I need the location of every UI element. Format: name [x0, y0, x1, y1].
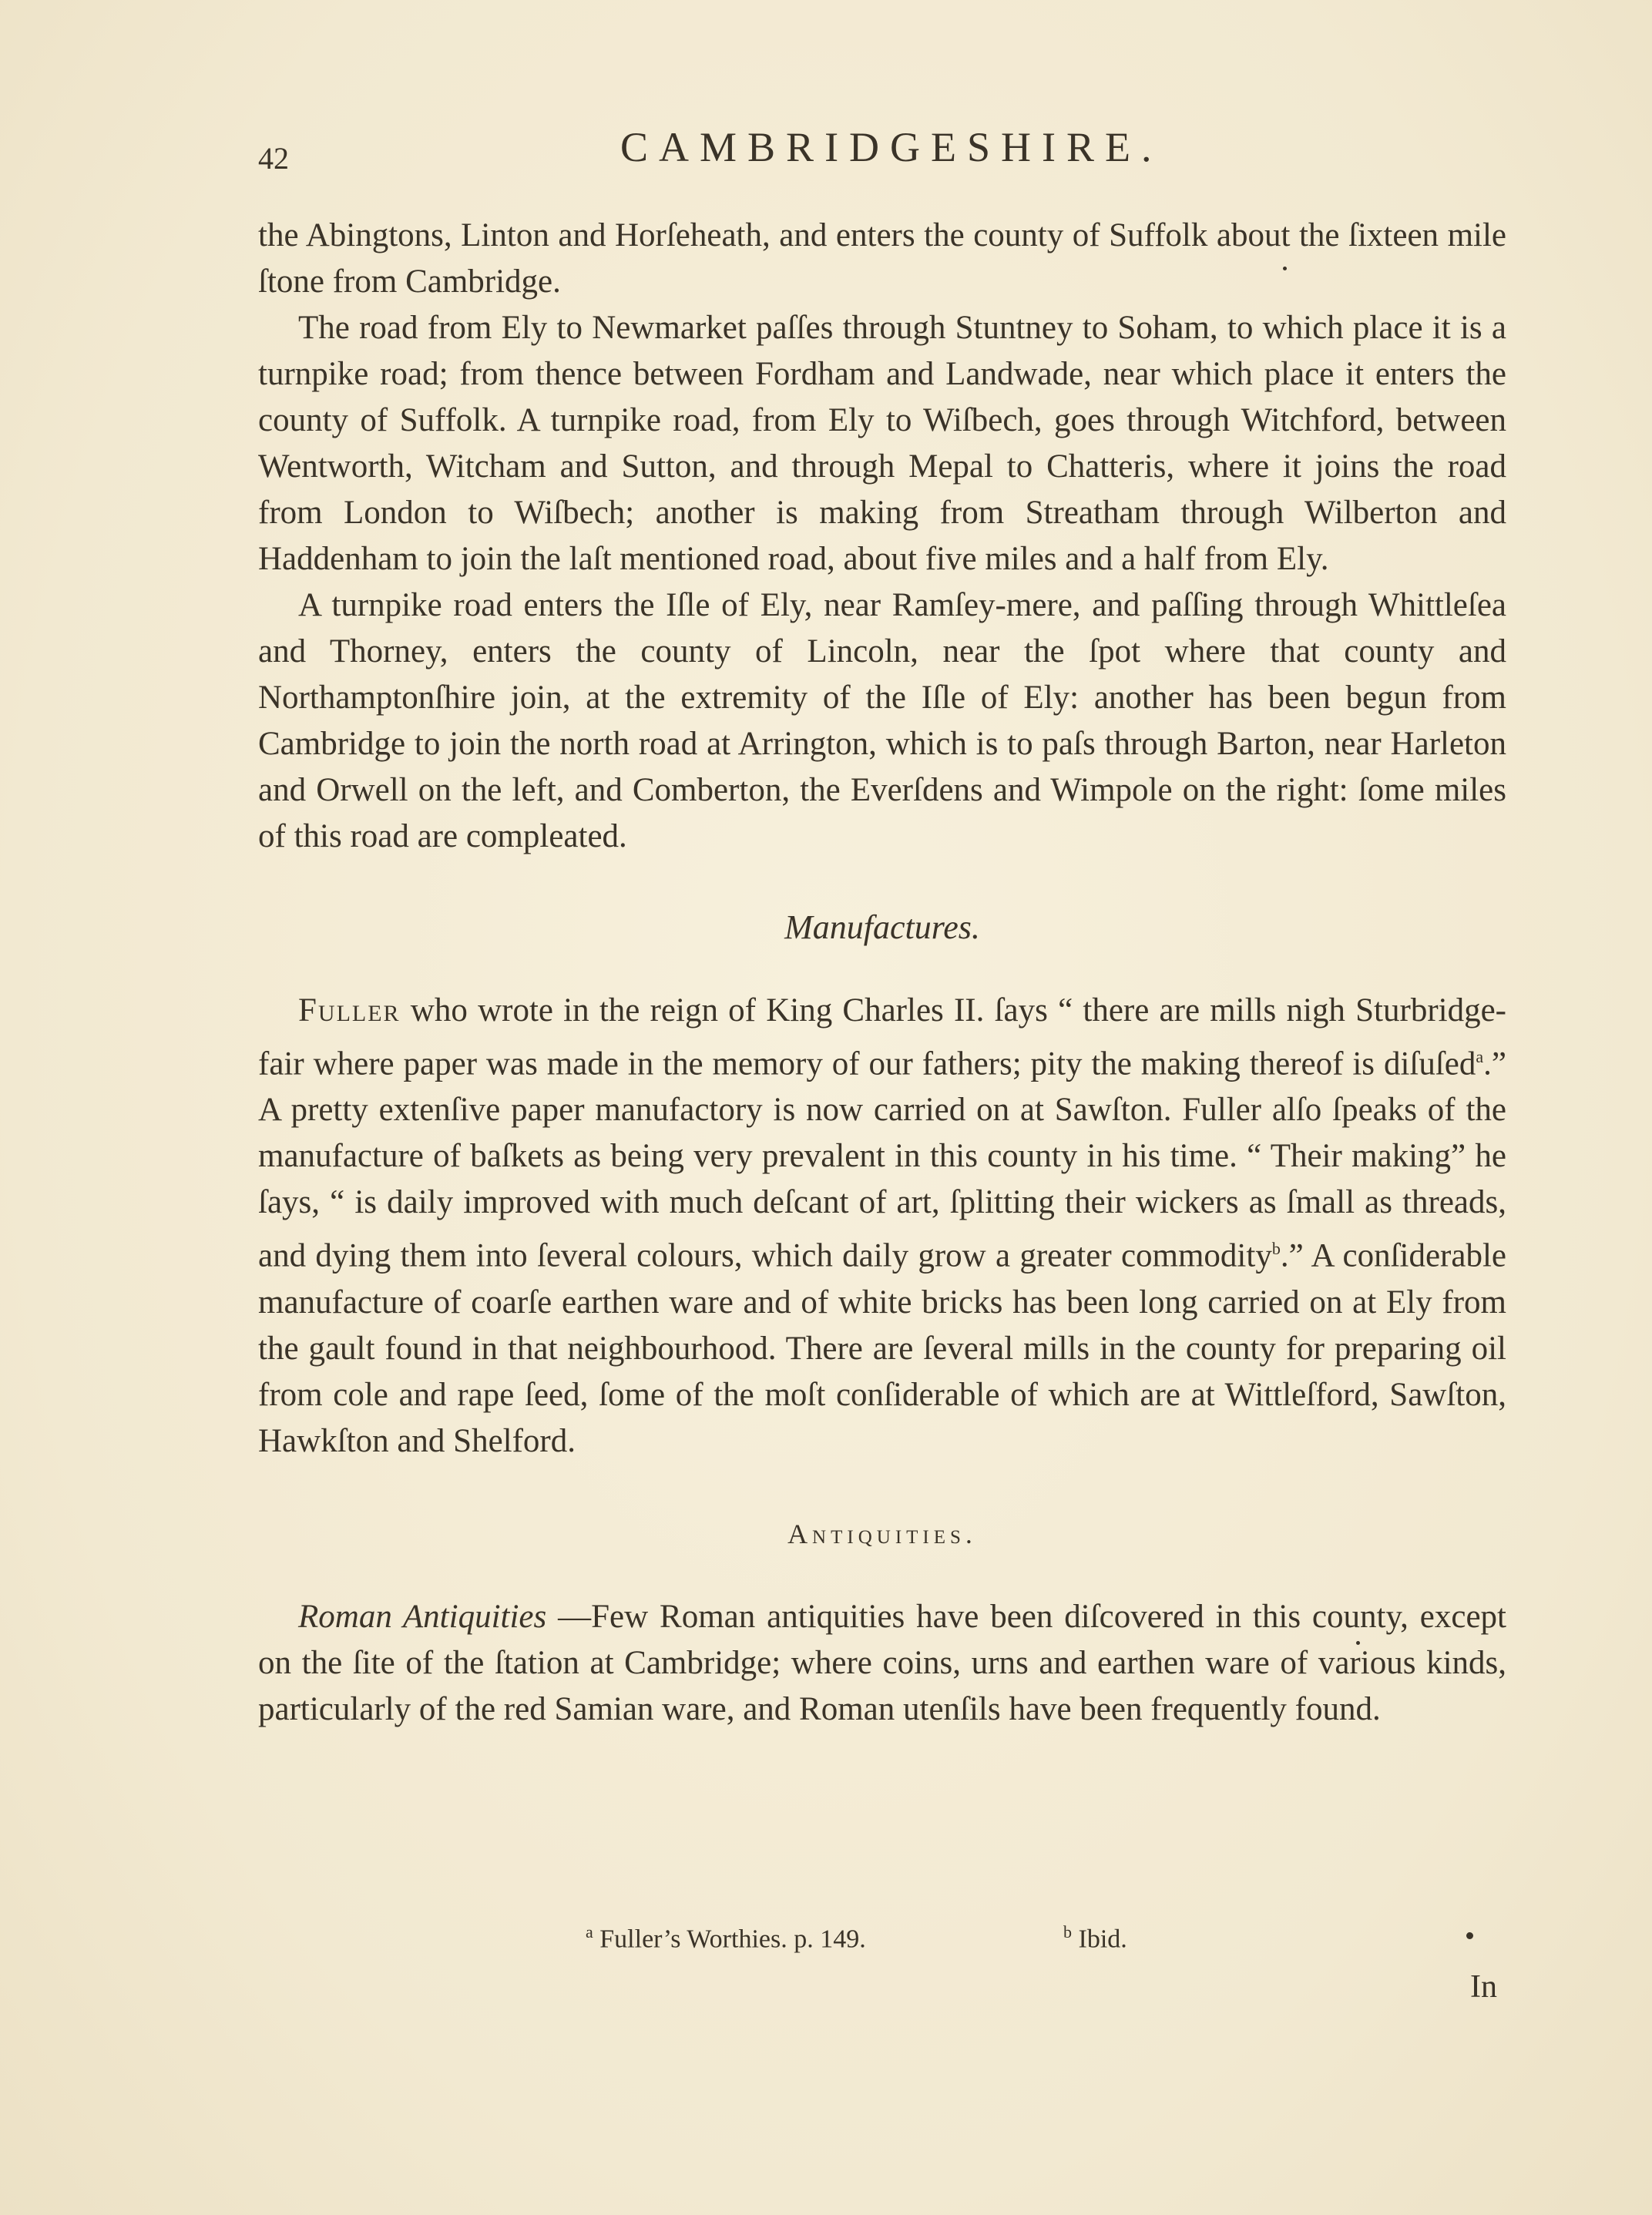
footnote-a-text: Fuller’s Worthies. p. 149. [593, 1925, 866, 1954]
manufactures-text-2: .” A pretty extenſive paper manufactory is now carried on at Sawſton. Fuller alſo ſpeaks of the manufacture of baſkets as being very prevalent in this county in his time. “ Their making” he ſays, “ is daily improved with much deſcant of art, ſplitting their wickers as ſmall as threads, and dying them into ſeveral colours, which daily grow a greater commodity [258, 1045, 1506, 1274]
footnote-ref-b: b [1271, 1239, 1281, 1259]
footnote-a-mark: a [586, 1922, 593, 1941]
antiquities-heading: Antiquities. [787, 1518, 977, 1549]
footnote-ref-a: a [1476, 1047, 1484, 1066]
antiquities-paragraph [258, 1594, 1506, 1733]
page-header [258, 116, 1506, 177]
antiquities-text: —Few Roman antiquities have been diſcovered in this county, except on the ſite of the ſtation at Cambridge; where coins, urns and earthen ware of various kinds, particularly of the red Samian ware, and Roman utenſils have been frequently found. [258, 1598, 1506, 1727]
ink-speck [1466, 1932, 1473, 1939]
ink-speck [1356, 1641, 1360, 1645]
body-text [258, 213, 1506, 1733]
roman-antiquities-lead: Roman Antiquities [298, 1598, 547, 1635]
ink-speck [1283, 267, 1287, 270]
roads-paragraph-2: The road from Ely to Newmarket paſſes through Stuntney to Soham, to which place it is a turnpike road; from thence between Fordham and Landwade, near which place it enters the county of Suffolk. A turnpike road, from Ely to Wiſbech, goes through Witchford, between Wentworth, Witcham and Sutton, and through Mepal to Chatteris, where it joins the road from London to Wiſbech; another is making from Streatham through Wilberton and Haddenham to join the laſt mentioned road, about five miles and a half from Ely. [258, 310, 1506, 577]
manufactures-text-3: .” A conſiderable manufacture of coarſe earthen ware and of white bricks has been long carried on at Ely from the gault found in that neighbourhood. There are ſeveral mills in the county for preparing oil from cole and rape ſeed, ſome of the moſt conſiderable of which are at Wittleſford, Sawſton, Hawkſton and Shelford. [258, 1237, 1506, 1459]
roads-paragraph-3: A turnpike road enters the Iſle of Ely, near Ramſey-mere, and paſſing through Whittleſea and Thorney, enters the county of Lincoln, near the ſpot where that county and Northamptonſhire join, at the extremity of the Iſle of Ely: another has been begun from Cambridge to join the north road at Arrington, which is to paſs through Barton, near Harleton and Orwell on the left, and Comberton, the Everſdens and Wimpole on the right: ſome miles of this road are compleated. [258, 587, 1506, 854]
running-head: CAMBRIDGESHIRE. [620, 124, 1163, 170]
page-number: 42 [258, 141, 289, 176]
catchword: In [1470, 1969, 1497, 2005]
footnote-a [586, 1922, 866, 1954]
footnote-b-text: Ibid. [1072, 1925, 1127, 1954]
manufactures-paragraph [258, 988, 1506, 1465]
footnote-b-mark: b [1063, 1922, 1072, 1941]
roads-paragraph-1: the Abingtons, Linton and Horſeheath, and enters the county of Suffolk about the ſixteen mile ſtone from Cambridge. [258, 217, 1506, 300]
footnote-b [1063, 1922, 1127, 1954]
fuller-lead: Fuller [298, 992, 401, 1029]
manufactures-heading: Manufactures. [784, 908, 980, 946]
manufactures-text-1: who wrote in the reign of King Charles II. ſays “ there are mills nigh Sturbridge-fair where paper was made in the memory of our fathers; pity the making thereof is diſuſed [258, 992, 1506, 1082]
